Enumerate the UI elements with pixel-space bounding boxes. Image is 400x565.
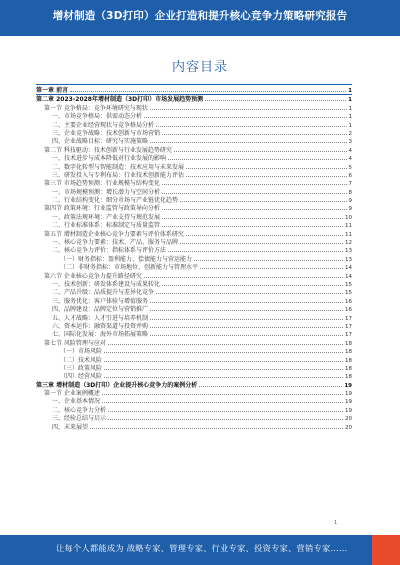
toc-leader-dots bbox=[144, 112, 346, 118]
toc-entry[interactable] bbox=[36, 188, 352, 196]
toc-entry-title: （二）技术风险 bbox=[60, 356, 103, 364]
toc-leader-dots bbox=[162, 280, 343, 286]
toc-entry[interactable] bbox=[36, 314, 352, 322]
toc-entry-page: 18 bbox=[345, 374, 352, 381]
toc-leader-dots bbox=[186, 171, 346, 177]
toc-entry-title: 第五节 增材制造企业核心竞争力要素与评价体系研究 bbox=[44, 230, 184, 238]
toc-entry-title: 二、主要企业经营现状与竞争格局分析 bbox=[52, 121, 155, 129]
toc-entry[interactable] bbox=[36, 238, 352, 246]
toc-entry-title: 三、服务优化：客户体验与增值服务 bbox=[52, 297, 149, 305]
toc-heading: 内容目录 bbox=[171, 60, 228, 75]
toc-entry[interactable] bbox=[36, 322, 352, 330]
toc-leader-dots bbox=[144, 272, 343, 278]
toc-entry-title: 第六节 企业核心竞争力提升路径研究 bbox=[44, 272, 142, 280]
toc-entry-page: 10 bbox=[345, 214, 352, 221]
toc-entry-page: 16 bbox=[345, 298, 352, 305]
toc-entry-page: 17 bbox=[345, 332, 352, 339]
toc-entry-title: 第四节 政策环境：行业监管与政策导向分析 bbox=[44, 205, 160, 213]
toc-entry-title: （三）政策风险 bbox=[60, 364, 103, 372]
toc-entry-title: 一、市场规模预测：增长潜力与空间分析 bbox=[52, 188, 161, 196]
toc-entry-title: 二、核心竞争力评价：指标体系与评价方法 bbox=[52, 247, 167, 255]
toc-entry[interactable] bbox=[36, 129, 352, 137]
toc-entry-page: 5 bbox=[348, 164, 352, 171]
toc-entry-page: 13 bbox=[345, 256, 352, 263]
toc-entry[interactable] bbox=[36, 112, 352, 120]
toc-entry-page: 8 bbox=[348, 189, 352, 196]
toc-leader-dots bbox=[70, 86, 346, 92]
toc-entry[interactable] bbox=[36, 272, 352, 280]
toc-leader-dots bbox=[162, 129, 346, 135]
toc-entry[interactable] bbox=[36, 154, 352, 162]
toc-entry-title: 第一章 前言 bbox=[36, 87, 69, 94]
toc-entry[interactable] bbox=[36, 246, 352, 254]
toc-entry[interactable] bbox=[36, 339, 352, 347]
toc-entry-title: 三、企业竞争战略：技术创新与市场营销 bbox=[52, 129, 161, 137]
toc-entry-title: 六、资本运作：融资渠道与投资并购 bbox=[52, 322, 149, 330]
toc-entry-page: 1 bbox=[348, 97, 352, 104]
toc-entry[interactable] bbox=[36, 297, 352, 305]
footer-slogan: 让每个人都能成为 战略专家、管理专家、行业专家、投资专家、营销专家…… bbox=[56, 543, 348, 553]
toc-entry[interactable] bbox=[36, 171, 352, 179]
toc-entry[interactable] bbox=[36, 356, 352, 364]
toc-entry-page: 11 bbox=[345, 223, 352, 230]
toc-entry-title: 一、核心竞争力要素：技术、产品、服务与品牌 bbox=[52, 239, 179, 247]
toc-entry-page: 18 bbox=[345, 365, 352, 372]
toc-entry-title: 二、产品升级：品质提升与差异化竞争 bbox=[52, 289, 155, 297]
toc-entry-page: 3 bbox=[348, 139, 352, 146]
toc-entry[interactable] bbox=[36, 305, 352, 313]
toc-entry[interactable] bbox=[36, 196, 352, 204]
toc-entry[interactable] bbox=[36, 163, 352, 171]
toc-entry-page: 9 bbox=[348, 206, 352, 213]
toc-entry-title: （二）非财务指标：市场地位、创新能力与管理水平 bbox=[60, 264, 199, 272]
toc-leader-dots bbox=[104, 347, 343, 353]
toc-entry-title: 第一节 竞争格局：竞争环境研究与现状 bbox=[44, 104, 148, 112]
toc-entry-title: 二、核心竞争力分析 bbox=[52, 406, 107, 414]
toc-entry-page: 14 bbox=[345, 273, 352, 280]
toc-leader-dots bbox=[186, 163, 346, 169]
toc-leader-dots bbox=[150, 297, 343, 303]
toc-entry[interactable] bbox=[36, 330, 352, 338]
toc-entry-title: 第一节 企业案例概述 bbox=[44, 390, 100, 398]
toc-leader-dots bbox=[162, 204, 347, 210]
toc-leader-dots bbox=[108, 339, 343, 345]
toc-entry[interactable] bbox=[36, 204, 352, 212]
toc-entry-page: 19 bbox=[345, 407, 352, 414]
toc-leader-dots bbox=[199, 381, 342, 387]
toc-leader-dots bbox=[194, 255, 343, 261]
toc-leader-dots bbox=[150, 104, 347, 110]
toc-entry-page: 12 bbox=[345, 240, 352, 247]
toc-leader-dots bbox=[102, 389, 343, 395]
toc-leader-dots bbox=[156, 121, 346, 127]
toc-entry-title: 五、人才战略：人才引进与培养机制 bbox=[52, 314, 149, 322]
toc-leader-dots bbox=[174, 146, 347, 152]
toc-entry-page: 4 bbox=[348, 147, 352, 154]
toc-entry-page: 17 bbox=[345, 315, 352, 322]
toc-entry[interactable] bbox=[36, 213, 352, 221]
toc-entry-title: 第三章 增材制造（3D打印）企业提升核心竞争力的案例分析 bbox=[36, 381, 198, 389]
toc-leader-dots bbox=[104, 372, 343, 378]
toc-entry-title: （四）经营风险 bbox=[60, 373, 103, 381]
report-header-bar bbox=[0, 0, 400, 36]
toc-entry-page: 18 bbox=[345, 349, 352, 356]
toc-entry-page: 9 bbox=[348, 198, 352, 205]
toc-entry-title: 一、企业基本情况 bbox=[52, 398, 101, 406]
table-of-contents bbox=[36, 86, 352, 431]
toc-entry-title: 二、数字化转型与智能制造：技术应用与未来发展 bbox=[52, 163, 185, 171]
toc-entry-title: （一）财务指标：盈利能力、偿债能力与营运能力 bbox=[60, 255, 193, 263]
toc-entry-title: 二、行业标准体系：标准制定与质量监管 bbox=[52, 222, 161, 230]
toc-entry-title: （一）市场风险 bbox=[60, 348, 103, 356]
toc-entry-page: 4 bbox=[348, 156, 352, 163]
toc-entry[interactable] bbox=[36, 280, 352, 288]
toc-entry-page: 1 bbox=[348, 88, 352, 94]
toc-entry-page: 19 bbox=[345, 391, 352, 398]
page-number: 1 bbox=[334, 520, 338, 526]
toc-entry-title: 第二节 科技驱动：技术创新与行业发展趋势研究 bbox=[44, 146, 172, 154]
toc-entry-page: 16 bbox=[345, 307, 352, 314]
toc-entry[interactable] bbox=[36, 347, 352, 355]
toc-leader-dots bbox=[168, 246, 343, 252]
toc-entry[interactable] bbox=[36, 137, 352, 145]
toc-entry-page: 19 bbox=[345, 399, 352, 406]
toc-entry-page: 19 bbox=[344, 382, 352, 389]
toc-entry-title: 一、市场竞争格局：供需动态分析 bbox=[52, 113, 143, 121]
toc-entry[interactable] bbox=[36, 121, 352, 129]
toc-leader-dots bbox=[186, 230, 343, 236]
toc-leader-dots bbox=[90, 423, 343, 429]
toc-entry[interactable] bbox=[36, 146, 352, 154]
toc-entry-title: 七、国际化发展：海外市场拓展策略 bbox=[52, 331, 149, 339]
toc-leader-dots bbox=[156, 288, 343, 294]
toc-entry[interactable] bbox=[36, 255, 352, 263]
toc-entry-page: 1 bbox=[348, 114, 352, 121]
toc-entry-page: 17 bbox=[345, 323, 352, 330]
toc-entry-page: 18 bbox=[345, 357, 352, 364]
toc-entry[interactable] bbox=[36, 414, 352, 422]
toc-entry-page: 15 bbox=[345, 281, 352, 288]
toc-entry[interactable] bbox=[36, 364, 352, 372]
toc-entry-title: 一、政策法规环境：产业支持与规范发展 bbox=[52, 213, 161, 221]
toc-leader-dots bbox=[108, 406, 343, 412]
toc-entry[interactable] bbox=[36, 230, 352, 238]
toc-entry-page: 1 bbox=[348, 105, 352, 112]
toc-entry[interactable] bbox=[36, 406, 352, 414]
toc-leader-dots bbox=[150, 314, 343, 320]
toc-entry[interactable] bbox=[36, 95, 352, 103]
toc-leader-dots bbox=[180, 196, 346, 202]
toc-entry-title: 三、经验总结与启示 bbox=[52, 415, 107, 423]
toc-entry-title: 第三节 市场趋势预测：行业规模与结构变化 bbox=[44, 180, 160, 188]
toc-leader-dots bbox=[168, 154, 346, 160]
toc-leader-dots bbox=[162, 179, 347, 185]
toc-entry[interactable] bbox=[36, 288, 352, 296]
toc-leader-dots bbox=[162, 213, 343, 219]
footer-bar bbox=[0, 535, 400, 565]
toc-entry[interactable] bbox=[36, 423, 352, 431]
toc-entry-title: 二、行业结构变化：细分市场与产业链优化趋势 bbox=[52, 197, 179, 205]
toc-entry-title: 第二章 2023-2028年增材制造（3D打印）市场发展趋势预测 bbox=[36, 96, 204, 104]
toc-entry[interactable] bbox=[36, 263, 352, 271]
toc-entry[interactable] bbox=[36, 221, 352, 229]
toc-entry[interactable] bbox=[36, 179, 352, 187]
toc-entry-page: 13 bbox=[345, 248, 352, 255]
toc-entry[interactable] bbox=[36, 86, 352, 95]
toc-leader-dots bbox=[104, 364, 343, 370]
toc-leader-dots bbox=[200, 263, 343, 269]
toc-entry-title: 三、研发投入与专利布局：行业技术创新能力评估 bbox=[52, 171, 185, 179]
toc-entry[interactable] bbox=[36, 389, 352, 397]
toc-leader-dots bbox=[150, 330, 343, 336]
toc-entry-page: 20 bbox=[345, 424, 352, 431]
toc-entry-page: 2 bbox=[348, 130, 352, 137]
toc-leader-dots bbox=[150, 322, 343, 328]
toc-leader-dots bbox=[162, 221, 343, 227]
toc-entry-page: 6 bbox=[348, 172, 352, 179]
toc-entry[interactable] bbox=[36, 381, 352, 389]
toc-entry-title: 一、技术进步与成本降低对行业发展的影响 bbox=[52, 155, 167, 163]
toc-entry[interactable] bbox=[36, 397, 352, 405]
toc-leader-dots bbox=[150, 137, 346, 143]
footer-accent bbox=[372, 535, 400, 565]
toc-entry-page: 20 bbox=[345, 416, 352, 423]
toc-entry[interactable] bbox=[36, 372, 352, 380]
toc-entry-page: 18 bbox=[345, 340, 352, 347]
toc-entry-page: 7 bbox=[348, 181, 352, 188]
toc-entry-page: 14 bbox=[345, 265, 352, 272]
toc-leader-dots bbox=[162, 188, 346, 194]
report-title: 增材制造（3D打印）企业打造和提升核心竞争力策略研究报告 bbox=[52, 10, 348, 22]
toc-leader-dots bbox=[180, 238, 343, 244]
toc-entry-page: 15 bbox=[345, 290, 352, 297]
toc-leader-dots bbox=[102, 397, 343, 403]
toc-entry-title: 四、未来展望 bbox=[52, 423, 89, 431]
toc-leader-dots bbox=[108, 414, 343, 420]
toc-leader-dots bbox=[205, 95, 346, 101]
toc-leader-dots bbox=[150, 305, 343, 311]
toc-entry[interactable] bbox=[36, 104, 352, 112]
toc-entry-title: 四、品牌建设：品牌定位与营销推广 bbox=[52, 306, 149, 314]
toc-entry-title: 一、技术创新：研发体系建设与成果转化 bbox=[52, 280, 161, 288]
toc-entry-page: 11 bbox=[345, 231, 352, 238]
toc-entry-title: 四、企业战略目标：研究与实施策略 bbox=[52, 138, 149, 146]
toc-entry-page: 1 bbox=[348, 122, 352, 129]
toc-entry-title: 第七节 风险管理与应对 bbox=[44, 339, 106, 347]
toc-leader-dots bbox=[104, 356, 343, 362]
